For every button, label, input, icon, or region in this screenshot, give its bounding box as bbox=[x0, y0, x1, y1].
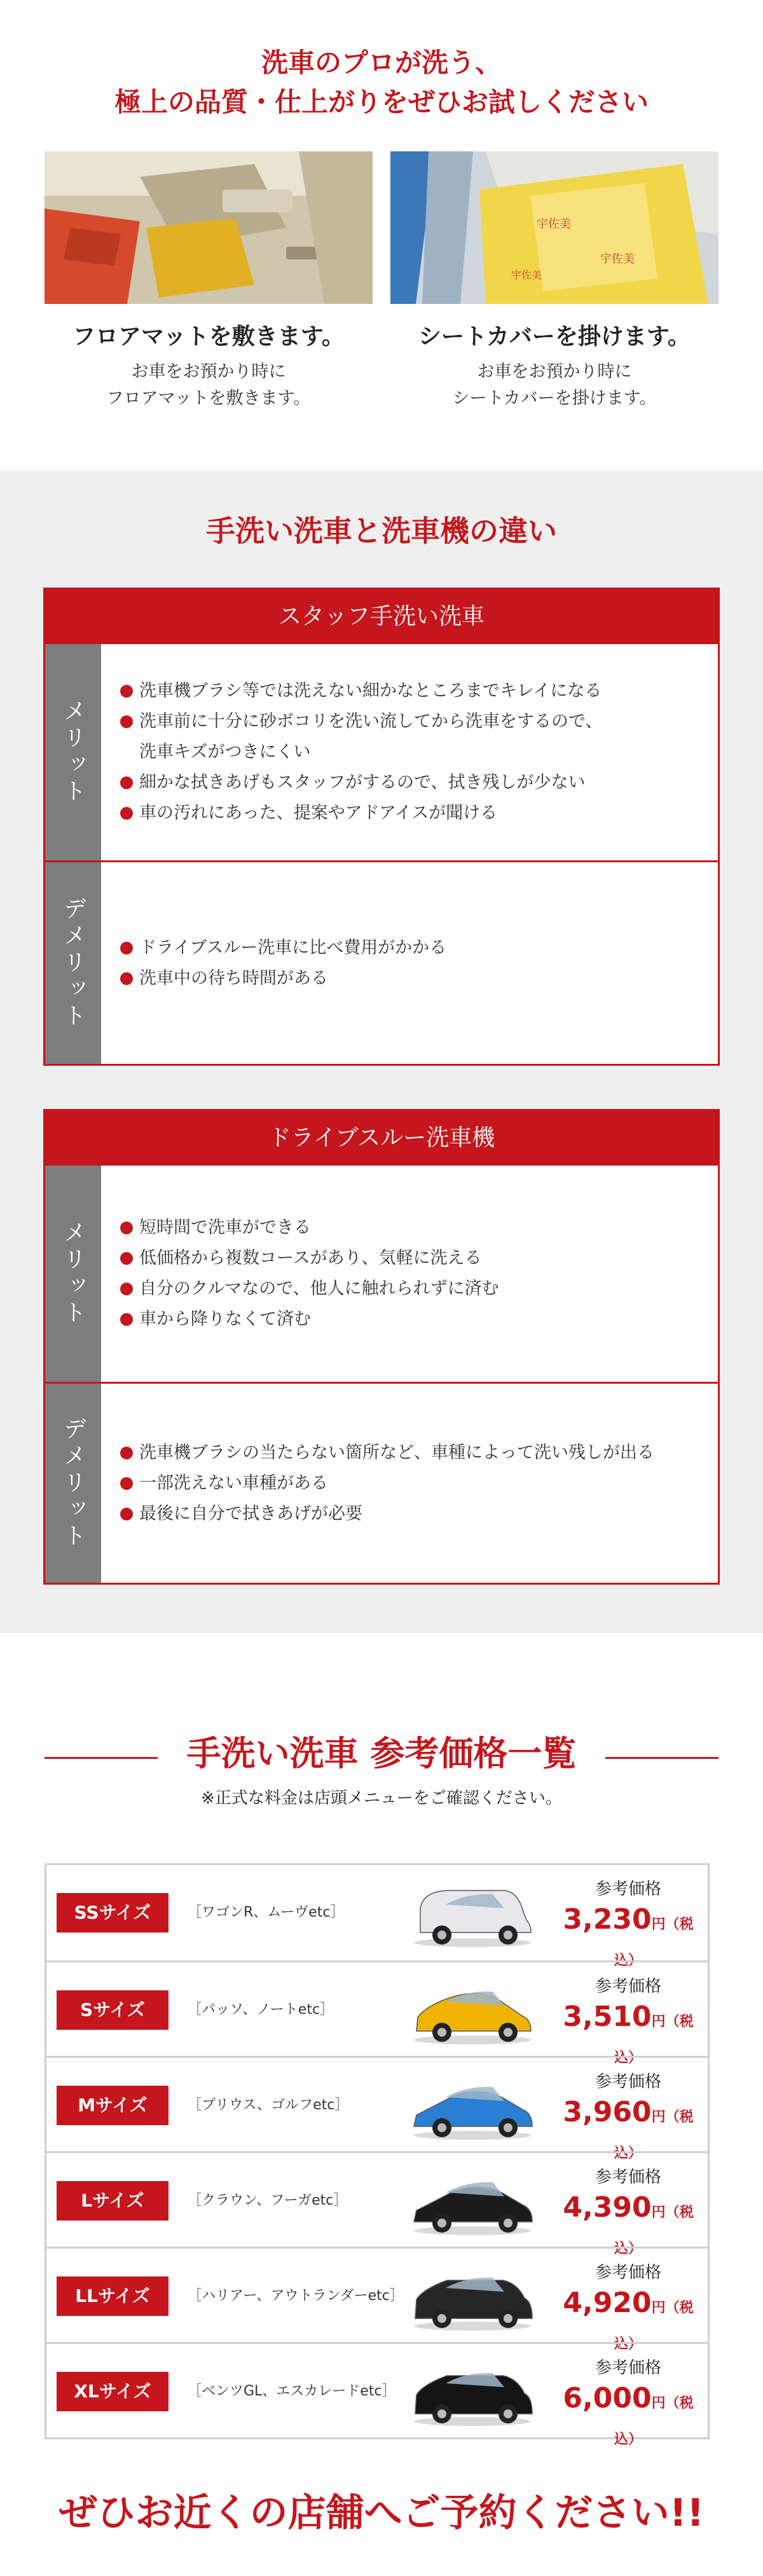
price-amount: 3,510 bbox=[563, 2001, 652, 2033]
reservation-cta: ぜひお近くの店舗へご予約ください!! bbox=[58, 2491, 705, 2535]
list-item: 細かな拭きあげもスタッフがするので、拭き残しが少ない bbox=[120, 768, 602, 798]
size-badge: Sサイズ bbox=[57, 1990, 168, 2030]
intro-section bbox=[0, 0, 763, 471]
drive-through-demerit-list bbox=[120, 1438, 654, 1529]
price-table bbox=[45, 1863, 710, 2448]
reference-price-label: 参考価格 bbox=[595, 2263, 661, 2282]
reference-price-label: 参考価格 bbox=[595, 2359, 661, 2378]
car-models: ［ベンツGL、エスカレードetc］ bbox=[188, 2383, 396, 2399]
price-row bbox=[46, 2056, 708, 2161]
list-item: 洗車中の待ち時間がある bbox=[120, 963, 446, 994]
svg-text:宇佐美: 宇佐美 bbox=[511, 269, 542, 281]
floor-mat-photo bbox=[45, 151, 373, 304]
price-unit: 円（税込） bbox=[614, 2014, 694, 2066]
list-item: 洗車機ブラシの当たらない箇所など、車種によって洗い残しが出る bbox=[120, 1438, 654, 1468]
price-value bbox=[555, 2381, 701, 2458]
price-amount: 4,920 bbox=[563, 2287, 652, 2319]
seat-cover-text-line1: お車をお預かり時に bbox=[477, 362, 632, 382]
seat-cover-text-line2: シートカバーを掛けます。 bbox=[452, 389, 657, 408]
size-badge: XLサイズ bbox=[57, 2372, 168, 2411]
reference-price-label: 参考価格 bbox=[595, 1977, 661, 1996]
drive-through-merit-list bbox=[120, 1213, 499, 1335]
seat-cover-heading: シートカバーを掛けます。 bbox=[418, 324, 691, 350]
price-unit: 円（税込） bbox=[614, 2109, 694, 2161]
car-image bbox=[409, 2260, 536, 2332]
size-badge: Lサイズ bbox=[57, 2181, 168, 2221]
car-image bbox=[409, 1974, 536, 2046]
car-image bbox=[409, 2355, 536, 2428]
list-item: 短時間で洗車ができる bbox=[120, 1213, 499, 1243]
price-title: 手洗い洗車 参考価格一覧 bbox=[186, 1733, 577, 1774]
price-unit: 円（税込） bbox=[614, 2300, 694, 2352]
size-badge: Mサイズ bbox=[57, 2086, 168, 2125]
intro-title-line1: 洗車のプロが洗う、 bbox=[261, 47, 502, 78]
reference-price-label: 参考価格 bbox=[595, 2072, 661, 2091]
size-badge: SSサイズ bbox=[57, 1893, 168, 1932]
car-image bbox=[409, 1877, 536, 1949]
car-models: ［プリウス、ゴルフetc］ bbox=[188, 2097, 349, 2113]
merit-label: メリット bbox=[45, 1166, 101, 1382]
car-image bbox=[409, 2165, 536, 2237]
hand-wash-table-header: スタッフ手洗い洗車 bbox=[45, 589, 718, 644]
hand-wash-demerit-row bbox=[45, 860, 718, 1064]
price-row bbox=[46, 2247, 708, 2352]
intro-title-line2: 極上の品質・仕上がりをぜひお試しください bbox=[114, 86, 649, 118]
svg-text:宇佐美: 宇佐美 bbox=[600, 252, 635, 266]
list-item: 一部洗えない車種がある bbox=[120, 1468, 654, 1499]
price-note: ※正式な料金は店頭メニューをご確認ください。 bbox=[201, 1789, 562, 1808]
car-models: ［ハリアー、アウトランダーetc］ bbox=[188, 2288, 404, 2304]
floor-mat-heading: フロアマットを敷きます。 bbox=[72, 324, 345, 350]
price-row bbox=[46, 2151, 708, 2257]
price-unit: 円（税込） bbox=[614, 2205, 694, 2257]
price-amount: 3,960 bbox=[563, 2096, 652, 2128]
comparison-title: 手洗い洗車と洗車機の違い bbox=[206, 514, 557, 548]
seat-cover-caption bbox=[382, 320, 727, 412]
drive-through-demerit-row bbox=[45, 1382, 718, 1583]
drive-through-table bbox=[43, 1109, 720, 1585]
price-amount: 6,000 bbox=[563, 2382, 652, 2414]
demerit-label: デメリット bbox=[45, 862, 101, 1064]
seat-cover-photo bbox=[390, 151, 718, 304]
price-amount: 3,230 bbox=[563, 1903, 652, 1936]
price-row bbox=[46, 2342, 708, 2448]
list-item: 車の汚れにあった、提案やアドアイスが聞ける bbox=[120, 798, 602, 829]
list-item: 車から降りなくて済む bbox=[120, 1304, 499, 1335]
reference-price-label: 参考価格 bbox=[595, 1880, 661, 1899]
comparison-section bbox=[0, 471, 763, 1633]
price-row bbox=[46, 1865, 708, 1969]
car-models: ［クラウン、フーガetc］ bbox=[188, 2193, 348, 2208]
price-row bbox=[46, 1960, 708, 2066]
reference-price-label: 参考価格 bbox=[595, 2168, 661, 2187]
car-models: ［パッソ、ノートetc］ bbox=[188, 2002, 334, 2018]
car-image bbox=[409, 2069, 536, 2142]
hand-wash-merit-row bbox=[45, 644, 718, 860]
list-item: 洗車機ブラシ等では洗えない細かなところまでキレイになる bbox=[120, 676, 602, 706]
hand-wash-table bbox=[43, 588, 720, 1066]
list-item: ドライブスルー洗車に比べ費用がかかる bbox=[120, 933, 446, 963]
drive-through-merit-row bbox=[45, 1166, 718, 1382]
price-unit: 円（税込） bbox=[614, 2395, 694, 2448]
floor-mat-caption bbox=[36, 320, 382, 412]
list-item: 自分のクルマなので、他人に触れられずに済む bbox=[120, 1274, 499, 1304]
list-item: 最後に自分で拭きあげが必要 bbox=[120, 1499, 654, 1529]
hand-wash-demerit-list bbox=[120, 933, 446, 994]
demerit-label: デメリット bbox=[45, 1384, 101, 1583]
intro-title bbox=[0, 43, 763, 122]
floor-mat-text-line2: フロアマットを敷きます。 bbox=[106, 389, 311, 408]
car-models: ［ワゴンR、ムーヴetc］ bbox=[188, 1904, 345, 1920]
size-badge: LLサイズ bbox=[57, 2276, 168, 2316]
hand-wash-merit-list bbox=[120, 676, 602, 829]
list-item: 低価格から複数コースがあり、気軽に洗える bbox=[120, 1243, 499, 1274]
list-item-continuation: 洗車キズがつきにくい bbox=[139, 742, 311, 762]
drive-through-table-header: ドライブスルー洗車機 bbox=[45, 1111, 718, 1166]
price-section bbox=[0, 1633, 763, 2576]
merit-label: メリット bbox=[45, 644, 101, 860]
list-item: 洗車前に十分に砂ボコリを洗い流してから洗車をするので、 bbox=[120, 706, 602, 737]
price-amount: 4,390 bbox=[563, 2191, 652, 2224]
floor-mat-text-line1: お車をお預かり時に bbox=[131, 362, 286, 382]
price-unit: 円（税込） bbox=[614, 1917, 694, 1969]
reference-price bbox=[555, 2355, 701, 2458]
svg-text:宇佐美: 宇佐美 bbox=[537, 217, 571, 231]
